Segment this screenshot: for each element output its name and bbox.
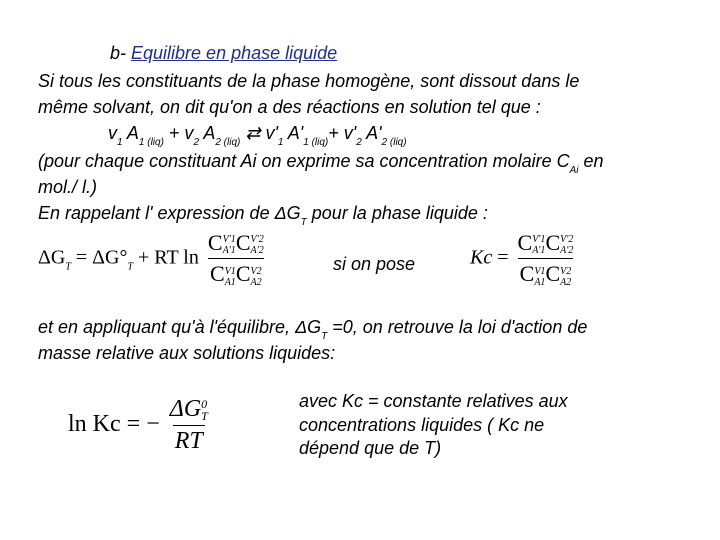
sub: A'2 bbox=[250, 245, 264, 257]
sub: T bbox=[65, 261, 71, 273]
text: C bbox=[545, 261, 561, 287]
text: C bbox=[210, 261, 225, 287]
note-line: concentrations liquides ( Kc ne bbox=[299, 415, 545, 435]
text: = ΔG° bbox=[70, 246, 128, 269]
heading-title: Equilibre en phase liquide bbox=[131, 43, 338, 63]
index bbox=[532, 234, 545, 256]
numerator bbox=[516, 230, 576, 258]
coef-v1: v bbox=[108, 123, 117, 143]
denominator bbox=[208, 258, 264, 287]
sub: 2 (liq) bbox=[381, 137, 407, 148]
sub: 1 (liq) bbox=[303, 137, 329, 148]
coef-vp1: v' bbox=[265, 123, 278, 143]
sub: 1 (liq) bbox=[138, 137, 164, 148]
denominator: RT bbox=[173, 425, 205, 455]
index bbox=[201, 398, 208, 422]
text: Kc bbox=[470, 246, 493, 269]
sub: T bbox=[300, 217, 307, 228]
paragraph-line: Si tous les constituants de la phase homogène, sont dissout dans le bbox=[38, 71, 580, 91]
sup: V'1 bbox=[222, 234, 236, 246]
denominator bbox=[518, 258, 574, 287]
note-line: avec Kc = constante relatives aux bbox=[299, 391, 568, 411]
coef-v2: + v bbox=[163, 123, 194, 143]
paragraph-line bbox=[38, 150, 604, 182]
gibbs-equation bbox=[38, 230, 268, 288]
sub: A'1 bbox=[222, 245, 236, 257]
coef-vp2: + v' bbox=[328, 123, 357, 143]
species-a2: A bbox=[199, 123, 216, 143]
index bbox=[251, 266, 262, 288]
text: En rappelant l' expression de ΔG bbox=[38, 203, 301, 223]
species-ap2: A' bbox=[361, 123, 382, 143]
sup: V1 bbox=[534, 265, 546, 277]
sup: V'1 bbox=[532, 234, 546, 246]
sub: 1 bbox=[117, 137, 123, 148]
paragraph-line: masse relative aux solutions liquides: bbox=[38, 343, 336, 363]
sub: T bbox=[201, 409, 208, 424]
index bbox=[251, 234, 264, 256]
sub: A1 bbox=[224, 276, 236, 288]
sub: 2 bbox=[193, 137, 199, 148]
paragraph-line: mol./ l.) bbox=[38, 177, 98, 197]
text: C bbox=[235, 230, 251, 255]
sub: T bbox=[127, 261, 134, 273]
sub: A2 bbox=[250, 276, 262, 288]
text: pour la phase liquide : bbox=[306, 203, 488, 223]
heading-prefix: b- bbox=[110, 43, 132, 63]
sub: A'2 bbox=[560, 245, 574, 257]
text: ln Kc = − bbox=[68, 411, 160, 438]
index bbox=[560, 234, 573, 256]
sup: V'2 bbox=[250, 234, 264, 246]
sub: A'1 bbox=[532, 245, 546, 257]
text: = bbox=[492, 246, 514, 269]
text: ΔG bbox=[169, 396, 202, 422]
text: C bbox=[207, 230, 223, 255]
text: et en appliquant qu'à l'équilibre, ΔG bbox=[38, 317, 322, 337]
sup: V2 bbox=[560, 265, 572, 277]
sub: Ai bbox=[569, 165, 579, 176]
sub: 1 bbox=[277, 137, 284, 148]
index bbox=[223, 234, 236, 256]
numerator bbox=[168, 396, 210, 425]
text: (pour chaque constituant Ai on exprime sa concentration molaire C bbox=[38, 151, 570, 171]
sub: 2 (liq) bbox=[215, 137, 241, 148]
delta-g-fraction bbox=[168, 396, 210, 455]
numerator bbox=[206, 230, 266, 258]
sup: V2 bbox=[250, 265, 262, 277]
index bbox=[225, 266, 236, 288]
equilibrium-arrow-icon: ⇄ bbox=[240, 123, 266, 143]
note-line: dépend que de T) bbox=[299, 438, 442, 458]
si-on-pose-text: si on pose bbox=[333, 254, 416, 274]
text: en bbox=[578, 151, 604, 171]
sub: A2 bbox=[560, 276, 572, 288]
kc-equation bbox=[470, 230, 577, 288]
text: =0, on retrouve la loi d'action de bbox=[327, 317, 588, 337]
species-a1: A bbox=[122, 123, 139, 143]
section-heading bbox=[110, 42, 337, 64]
index bbox=[560, 266, 571, 288]
text: C bbox=[517, 230, 533, 255]
text: + RT ln bbox=[133, 246, 199, 269]
kc-fraction bbox=[516, 230, 576, 288]
sub: A1 bbox=[534, 276, 546, 288]
text: C bbox=[519, 261, 535, 287]
sup: V1 bbox=[224, 265, 236, 277]
index bbox=[534, 266, 545, 288]
sub: T bbox=[321, 331, 328, 342]
text: C bbox=[545, 230, 561, 255]
species-ap1: A' bbox=[283, 123, 304, 143]
text: C bbox=[235, 261, 251, 287]
sub: 2 bbox=[356, 137, 362, 148]
ln-kc-equation bbox=[68, 396, 212, 455]
paragraph-line: même solvant, on dit qu'on a des réactions en solution tel que : bbox=[38, 97, 541, 117]
text: ΔG bbox=[38, 246, 66, 269]
concentration-fraction bbox=[206, 230, 266, 288]
sup: V'2 bbox=[560, 234, 574, 246]
sup: 0 bbox=[201, 397, 208, 412]
